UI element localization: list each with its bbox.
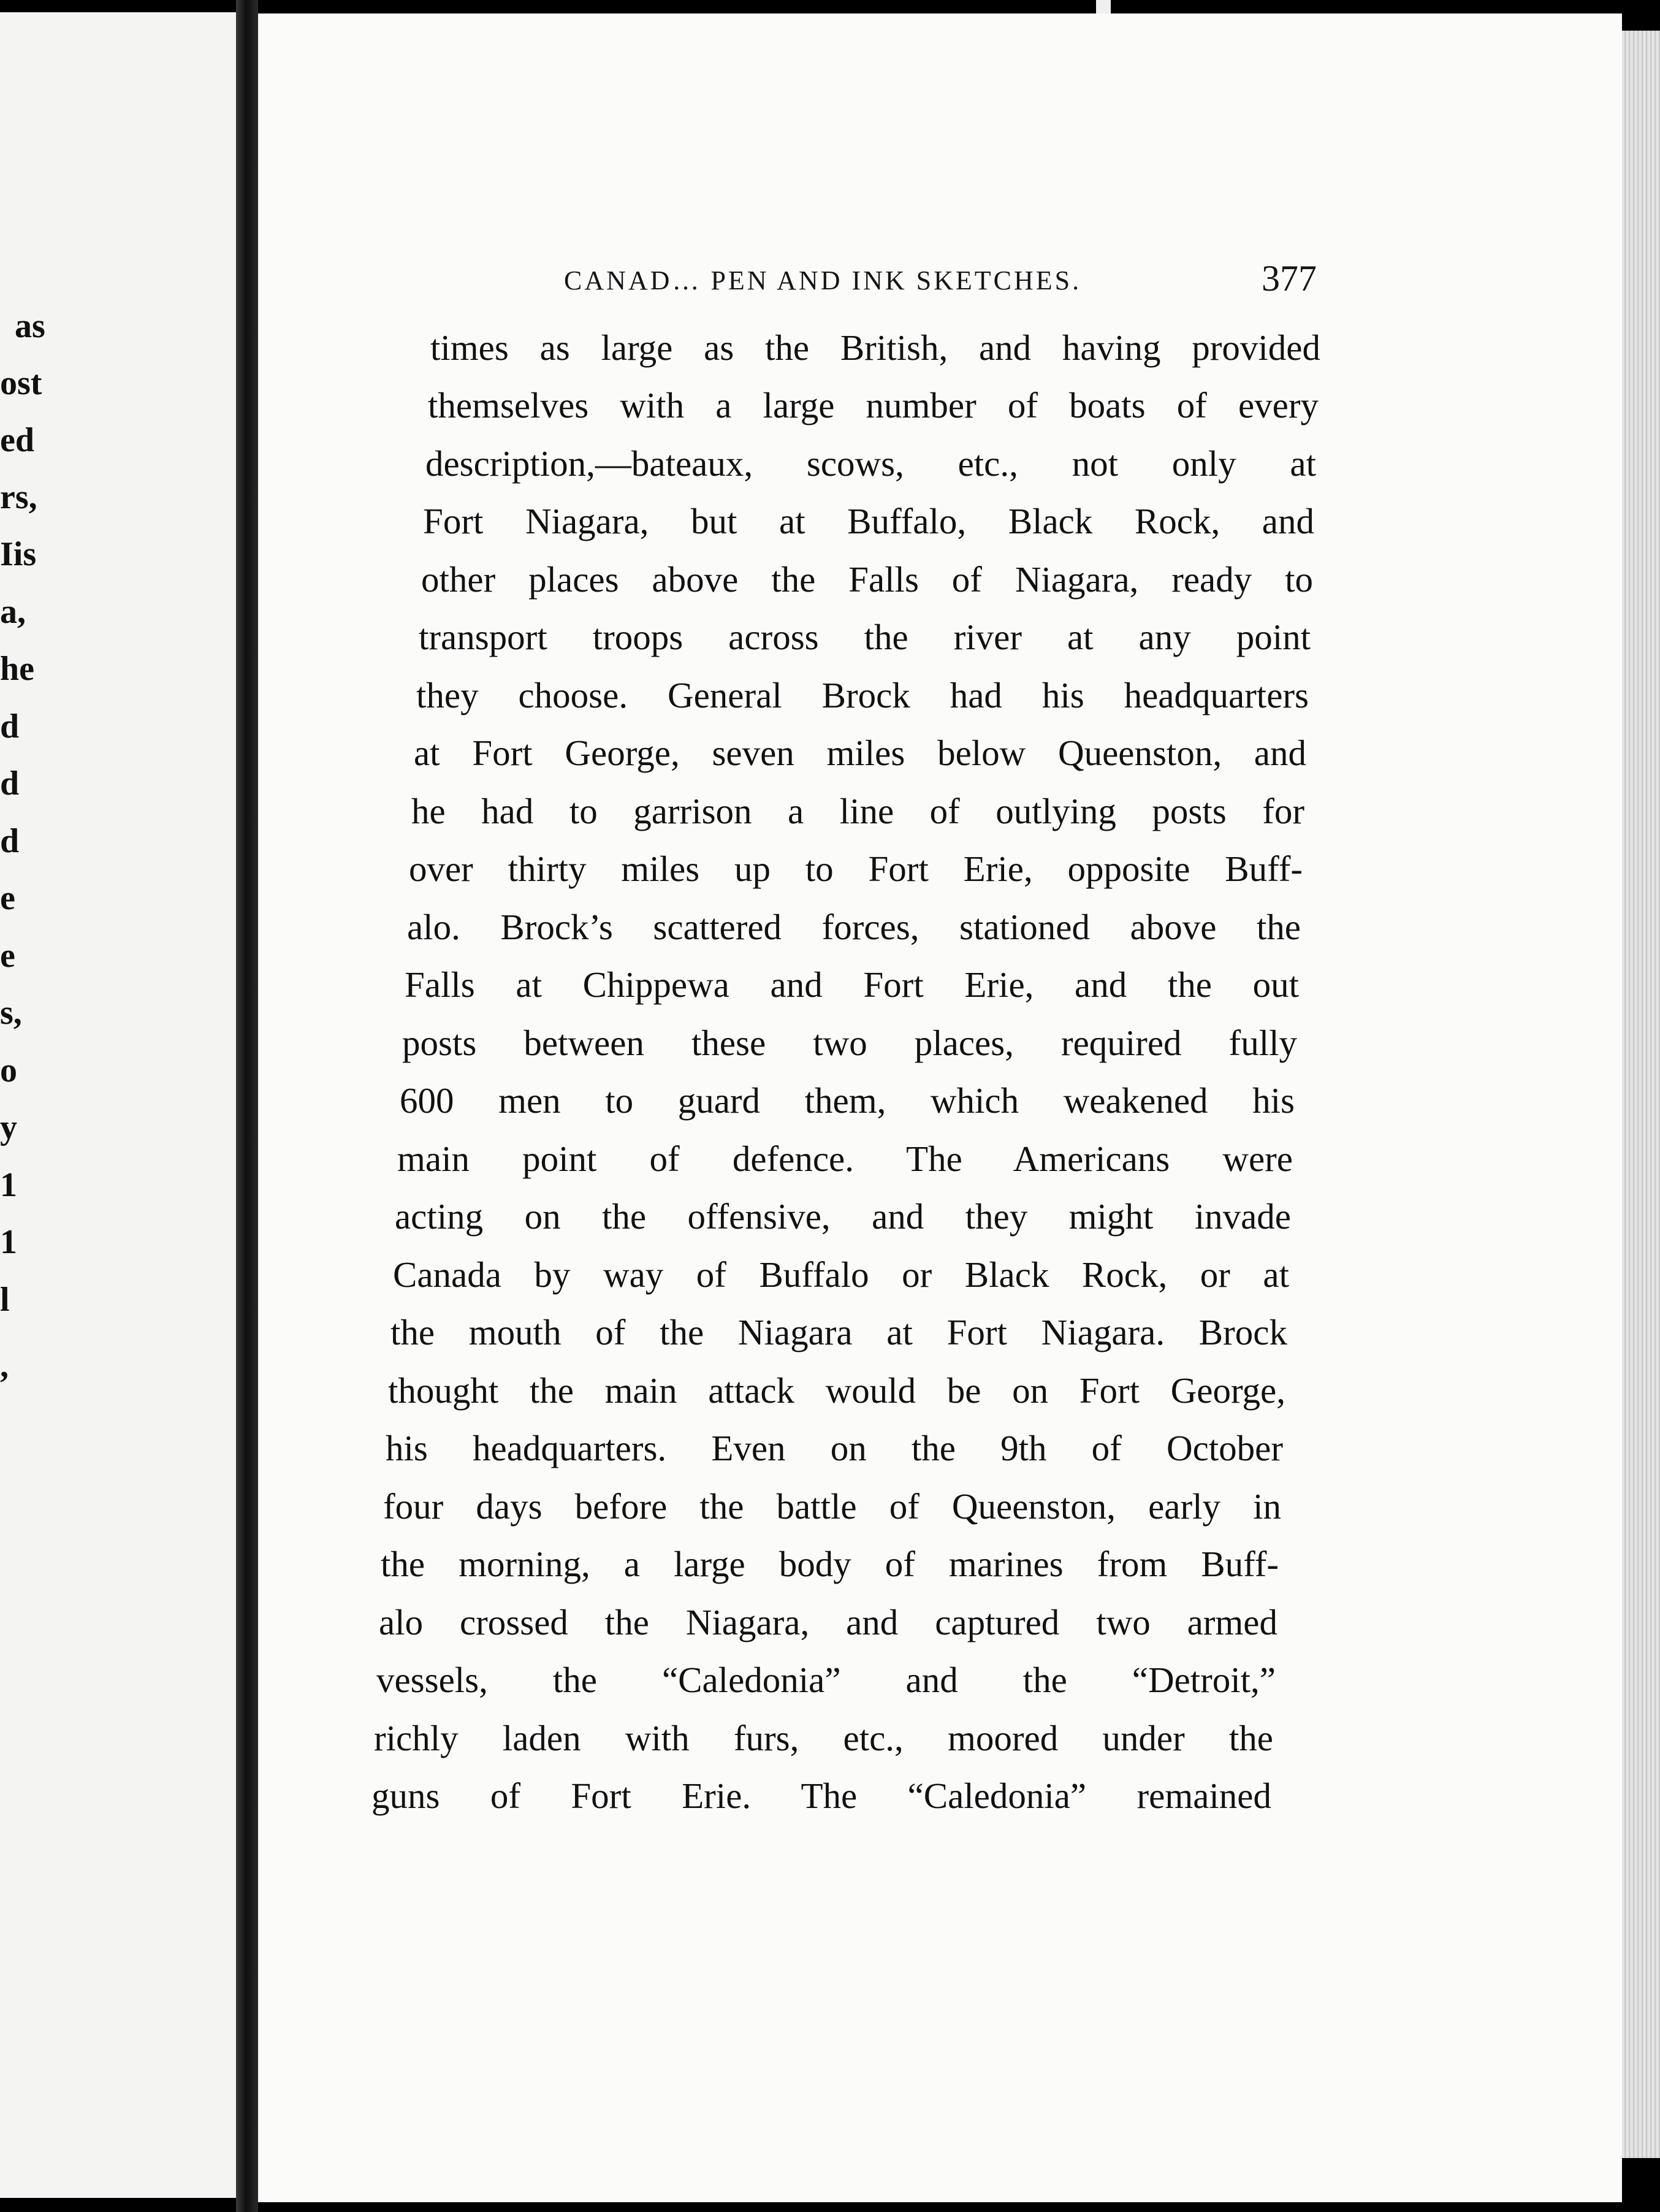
left-page-fragment: ed bbox=[0, 421, 34, 459]
page-block-edge bbox=[1622, 31, 1660, 2158]
text-line: they choose. General Brock had his headquarters bbox=[416, 675, 1309, 715]
text-line: other places above the Falls of Niagara, ready to bbox=[421, 559, 1313, 600]
text-line: the mouth of the Niagara at Fort Niagara. Brock bbox=[390, 1312, 1287, 1352]
left-page-fragment: 1 bbox=[0, 1166, 17, 1204]
left-page-fragment: d bbox=[0, 822, 20, 860]
text-line: alo crossed the Niagara, and captured two armed bbox=[379, 1602, 1277, 1642]
text-line: themselves with a large number of boats of every bbox=[428, 385, 1319, 425]
left-page-fragment: , bbox=[0, 1347, 9, 1385]
left-page-fragment: e bbox=[0, 937, 15, 975]
text-line: richly laden with furs, etc., moored under the bbox=[374, 1718, 1273, 1758]
book-gutter bbox=[236, 0, 258, 2212]
left-page-fragment: e bbox=[0, 879, 15, 917]
text-line: over thirty miles up to Fort Erie, opposite Buff- bbox=[409, 849, 1303, 889]
left-page-fragment: he bbox=[0, 650, 34, 688]
text-line: he had to garrison a line of outlying posts for bbox=[411, 791, 1304, 831]
text-line: guns of Fort Erie. The “Caledonia” remained bbox=[371, 1775, 1271, 1816]
left-page-fragment: d bbox=[0, 707, 20, 746]
running-head-title: CANAD… PEN AND INK SKETCHES. bbox=[564, 265, 1082, 296]
text-line: vessels, the “Caledonia” and the “Detroit,” bbox=[376, 1660, 1276, 1700]
text-line: at Fort George, seven miles below Queenston, and bbox=[414, 733, 1306, 773]
text-line: the morning, a large body of marines from Buff- bbox=[381, 1544, 1279, 1584]
text-line: 600 men to guard them, which weakened his bbox=[400, 1080, 1295, 1121]
left-page-fragment: Iis bbox=[0, 535, 37, 573]
left-page-fragment: d bbox=[0, 765, 20, 803]
text-line: alo. Brock’s scattered forces, stationed above the bbox=[407, 907, 1301, 947]
text-line: posts between these two places, required fully bbox=[402, 1023, 1297, 1063]
left-page-fragment: rs, bbox=[0, 478, 37, 516]
left-page-fragment: 1 bbox=[0, 1223, 17, 1261]
text-line: his headquarters. Even on the 9th of October bbox=[386, 1428, 1283, 1468]
text-line: Fort Niagara, but at Buffalo, Black Rock, and bbox=[423, 501, 1314, 541]
text-line: Canada by way of Buffalo or Black Rock, or at bbox=[393, 1254, 1289, 1295]
text-line: main point of defence. The Americans were bbox=[397, 1138, 1293, 1179]
left-page-fragment: ost bbox=[0, 364, 42, 402]
text-line: Falls at Chippewa and Fort Erie, and the out bbox=[405, 964, 1299, 1005]
text-line: times as large as the British, and having provided bbox=[430, 327, 1320, 368]
page-number: 377 bbox=[1262, 258, 1317, 299]
left-page-fragment: l bbox=[0, 1281, 10, 1319]
left-facing-page bbox=[0, 12, 236, 2198]
left-page-fragment: a, bbox=[0, 593, 26, 631]
text-line: acting on the offensive, and they might invade bbox=[395, 1196, 1291, 1237]
left-page-fragment: as bbox=[15, 307, 45, 345]
text-line: transport troops across the river at any point bbox=[419, 617, 1311, 657]
text-line: thought the main attack would be on Fort George, bbox=[388, 1370, 1285, 1411]
left-page-fragment: y bbox=[0, 1108, 17, 1146]
text-line: four days before the battle of Queenston, early in bbox=[383, 1486, 1281, 1527]
text-line: description,—bateaux, scows, etc., not only at bbox=[425, 443, 1316, 484]
left-page-fragment: s, bbox=[0, 994, 22, 1032]
left-page-fragment: o bbox=[0, 1051, 17, 1089]
